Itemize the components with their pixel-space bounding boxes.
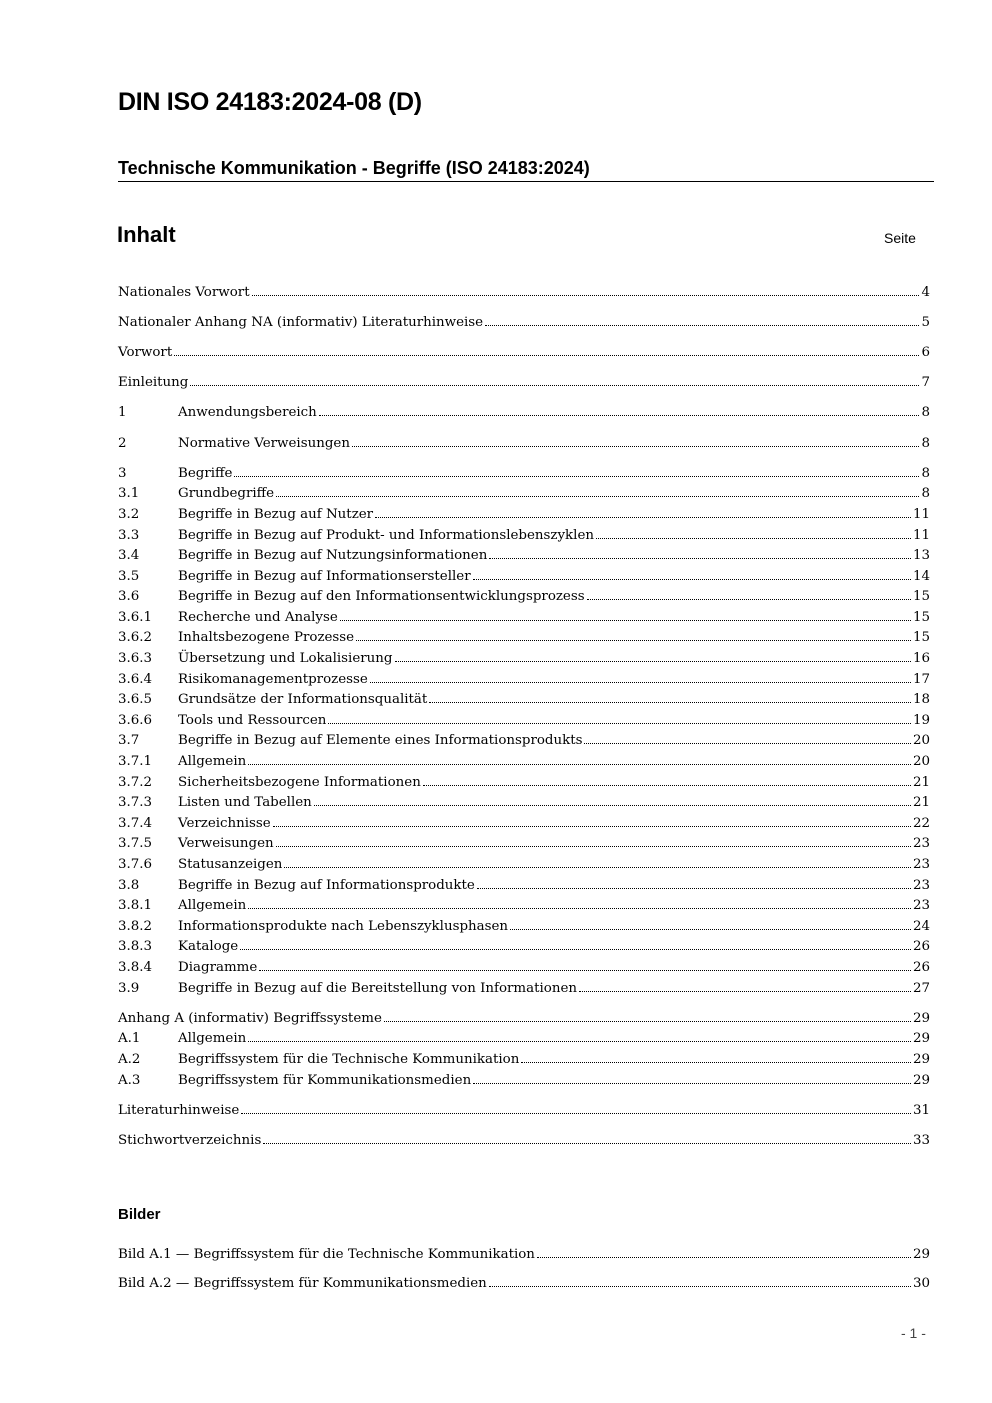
toc-entry-number: 3.6.5 (118, 692, 153, 708)
toc-entry-title: Allgemein (178, 898, 247, 914)
toc-entry-title: Begriffe in Bezug auf die Bereitstellung von Informationen (178, 980, 577, 996)
toc-entry-page: 23 (912, 857, 930, 872)
toc-entry-number: 3.7 (118, 733, 140, 749)
toc-entry-number: 3.5 (118, 568, 140, 584)
toc-entry[interactable] (118, 954, 930, 975)
toc-entry-title: Übersetzung und Lokalisierung (178, 651, 393, 667)
toc-dot-leader (477, 888, 911, 889)
toc-entry-title: Verweisungen (178, 836, 274, 852)
toc-entry[interactable] (118, 934, 930, 955)
toc-entry-number: 3.8.1 (118, 898, 153, 914)
toc-entry-page: 23 (912, 898, 930, 914)
toc-entry-title: Nationales Vorwort (118, 284, 250, 300)
figure-entry-title: Bild A.2 — Begriffssystem für Kommunikationsmedien (118, 1275, 487, 1291)
toc-entry-number: 1 (118, 405, 127, 421)
toc-entry-number: 3.7.4 (118, 815, 153, 831)
toc-dot-leader (375, 517, 911, 518)
toc-entry-page: 33 (912, 1132, 930, 1148)
toc-entry-page: 21 (912, 774, 930, 790)
toc-entry-number: 3.6.3 (118, 651, 153, 667)
toc-entry[interactable] (118, 563, 930, 584)
toc-entry-page: 29 (912, 1051, 930, 1067)
toc-entry[interactable] (118, 1026, 930, 1047)
toc-entry[interactable] (118, 913, 930, 934)
toc-dot-leader (473, 579, 911, 580)
toc-dot-leader (284, 867, 911, 868)
table-of-contents (118, 279, 930, 1148)
toc-entry-title: Begriffe (178, 465, 233, 481)
toc-entry[interactable] (118, 279, 930, 300)
page-number: - 1 - (901, 1325, 926, 1341)
toc-entry-number: 3.7.1 (118, 754, 153, 770)
toc-entry-page: 24 (912, 918, 930, 934)
toc-entry-title: Informationsprodukte nach Lebenszyklusphasen (178, 918, 509, 934)
toc-entry[interactable] (118, 1046, 930, 1067)
toc-dot-leader (579, 991, 911, 992)
toc-entry-page: 26 (912, 959, 930, 975)
toc-entry[interactable] (118, 1127, 930, 1148)
toc-entry-title: Grundsätze der Informationsqualität (178, 692, 428, 708)
toc-entry-title: Normative Verweisungen (178, 435, 350, 451)
toc-entry-title: Einleitung (118, 375, 189, 391)
toc-entry[interactable] (118, 481, 930, 502)
toc-entry-page: 4 (921, 284, 930, 300)
list-of-figures (118, 1241, 930, 1299)
toc-entry[interactable] (118, 501, 930, 522)
toc-entry[interactable] (118, 1097, 930, 1118)
toc-entry-number: 3.3 (118, 527, 140, 543)
toc-entry[interactable] (118, 400, 930, 421)
toc-entry-page: 11 (912, 506, 930, 522)
toc-entry-page: 17 (912, 671, 930, 687)
toc-dot-leader (240, 949, 911, 950)
toc-entry-number: 3.8.3 (118, 939, 153, 955)
toc-entry-title: Begriffe in Bezug auf den Informationsentwicklungsprozess (178, 589, 585, 605)
toc-dot-leader (252, 295, 920, 296)
toc-entry-title: Statusanzeigen (178, 857, 283, 872)
toc-dot-leader (314, 805, 911, 806)
toc-dot-leader (395, 661, 911, 662)
toc-entry-number: 3.8 (118, 877, 140, 893)
toc-entry-number: 3.1 (118, 486, 140, 502)
toc-entry-number: 3.6.2 (118, 630, 153, 646)
toc-entry[interactable] (118, 790, 930, 811)
toc-entry-page: 8 (921, 486, 930, 502)
toc-entry-page: 15 (912, 630, 930, 646)
toc-entry-page: 23 (912, 877, 930, 893)
toc-entry[interactable] (118, 522, 930, 543)
toc-entry[interactable] (118, 604, 930, 625)
toc-entry[interactable] (118, 370, 930, 391)
toc-entry-page: 5 (921, 314, 930, 330)
toc-entry[interactable] (118, 1005, 930, 1026)
toc-entry-title: Begriffe in Bezug auf Informationsersteller (178, 568, 471, 584)
toc-entry[interactable] (118, 810, 930, 831)
toc-dot-leader (340, 620, 911, 621)
toc-entry[interactable] (118, 769, 930, 790)
toc-dot-leader (273, 826, 911, 827)
toc-dot-leader (510, 929, 911, 930)
toc-entry-page: 16 (912, 651, 930, 667)
toc-entry[interactable] (118, 430, 930, 451)
toc-entry[interactable] (118, 748, 930, 769)
toc-dot-leader (174, 355, 919, 356)
toc-entry-title: Stichwortverzeichnis (118, 1132, 262, 1148)
toc-entry-number: 3.9 (118, 980, 140, 996)
toc-entry-page: 29 (912, 1031, 930, 1047)
toc-dot-leader (485, 325, 919, 326)
toc-entry-page: 23 (912, 836, 930, 852)
toc-entry-title: Nationaler Anhang NA (informativ) Literaturhinweise (118, 314, 484, 330)
figure-entry-page: 29 (912, 1246, 930, 1262)
toc-entry[interactable] (118, 728, 930, 749)
figure-entry-page: 30 (912, 1275, 930, 1291)
toc-dot-leader (248, 764, 911, 765)
toc-entry-number: A.2 (118, 1051, 141, 1067)
toc-entry[interactable] (118, 687, 930, 708)
toc-dot-leader (248, 908, 911, 909)
toc-entry-page: 18 (912, 692, 930, 708)
toc-page-column-label: Seite (884, 230, 916, 246)
toc-entry-page: 19 (912, 712, 930, 728)
toc-dot-leader (234, 476, 919, 477)
toc-dot-leader (423, 785, 911, 786)
toc-entry-title: Begriffe in Bezug auf Nutzer (178, 506, 374, 522)
toc-entry-page: 6 (921, 344, 930, 360)
toc-entry-page: 14 (912, 568, 930, 584)
toc-entry-title: Listen und Tabellen (178, 795, 312, 811)
toc-dot-leader (596, 538, 911, 539)
toc-entry-number: 3.6.1 (118, 609, 153, 625)
toc-dot-leader (241, 1113, 911, 1114)
toc-entry-title: Kataloge (178, 939, 239, 955)
toc-entry-page: 13 (912, 548, 930, 564)
toc-dot-leader (190, 385, 919, 386)
toc-dot-leader (259, 970, 911, 971)
toc-dot-leader (328, 723, 911, 724)
toc-entry-title: Begriffe in Bezug auf Nutzungsinformationen (178, 548, 488, 564)
toc-entry-number: 3.6.6 (118, 712, 153, 728)
toc-entry-page: 7 (921, 375, 930, 391)
toc-entry-number: 3.8.2 (118, 918, 153, 934)
figure-dot-leader (489, 1286, 911, 1287)
toc-entry-title: Vorwort (118, 344, 173, 360)
toc-dot-leader (584, 743, 910, 744)
toc-entry-page: 8 (921, 435, 930, 451)
toc-entry-number: A.1 (118, 1031, 141, 1047)
toc-entry[interactable] (118, 831, 930, 852)
figure-dot-leader (537, 1257, 911, 1258)
toc-entry[interactable] (118, 851, 930, 872)
toc-entry[interactable] (118, 872, 930, 893)
toc-dot-leader (384, 1021, 911, 1022)
toc-dot-leader (429, 702, 911, 703)
toc-heading: Inhalt (117, 222, 176, 247)
toc-entry[interactable] (118, 625, 930, 646)
document-title: DIN ISO 24183:2024-08 (D) (118, 88, 422, 116)
toc-dot-leader (263, 1143, 911, 1144)
toc-entry[interactable] (118, 666, 930, 687)
toc-dot-leader (356, 640, 911, 641)
toc-entry-number: 3.8.4 (118, 959, 153, 975)
toc-entry[interactable] (118, 543, 930, 564)
toc-entry-number: 3.4 (118, 548, 140, 564)
toc-entry-title: Begriffe in Bezug auf Elemente eines Informationsprodukts (178, 733, 583, 749)
toc-dot-leader (352, 446, 920, 447)
toc-entry-number: 3.2 (118, 506, 140, 522)
toc-entry-title: Risikomanagementprozesse (178, 671, 368, 687)
toc-entry-title: Begriffssystem für Kommunikationsmedien (178, 1072, 472, 1088)
toc-entry-page: 29 (912, 1010, 930, 1026)
toc-entry-number: 3.6.4 (118, 671, 153, 687)
toc-entry-page: 26 (912, 939, 930, 955)
figure-entry[interactable] (118, 1270, 930, 1291)
toc-entry-page: 8 (921, 465, 930, 481)
toc-entry[interactable] (118, 975, 930, 996)
toc-entry[interactable] (118, 339, 930, 360)
toc-entry-number: 3.7.6 (118, 857, 153, 872)
toc-entry-title: Begriffe in Bezug auf Informationsprodukte (178, 877, 475, 893)
toc-dot-leader (370, 682, 911, 683)
toc-entry-title: Allgemein (178, 1031, 247, 1047)
toc-dot-leader (319, 415, 920, 416)
toc-entry-page: 31 (912, 1102, 930, 1118)
toc-entry-page: 20 (912, 754, 930, 770)
toc-entry-title: Begriffe in Bezug auf Produkt- und Informationslebenszyklen (178, 527, 594, 543)
toc-entry-page: 21 (912, 795, 930, 811)
toc-entry-title: Anwendungsbereich (178, 405, 317, 421)
toc-entry-number: 2 (118, 435, 127, 451)
toc-entry[interactable] (118, 584, 930, 605)
toc-entry-number: 3.6 (118, 589, 140, 605)
toc-entry-number: 3.7.5 (118, 836, 153, 852)
toc-dot-leader (489, 558, 911, 559)
toc-dot-leader (587, 599, 911, 600)
toc-entry-title: Verzeichnisse (178, 815, 271, 831)
toc-entry-page: 8 (921, 405, 930, 421)
toc-entry-title: Sicherheitsbezogene Informationen (178, 774, 421, 790)
document-subtitle: Technische Kommunikation - Begriffe (ISO 24183:2024) (118, 158, 934, 182)
toc-entry-title: Allgemein (178, 754, 247, 770)
toc-entry-title: Literaturhinweise (118, 1102, 240, 1118)
toc-entry-number: 3.7.3 (118, 795, 153, 811)
toc-entry-title: Recherche und Analyse (178, 609, 338, 625)
toc-entry-page: 15 (912, 609, 930, 625)
toc-entry[interactable] (118, 707, 930, 728)
toc-dot-leader (473, 1083, 911, 1084)
toc-entry-page: 22 (912, 815, 930, 831)
toc-entry-title: Tools und Ressourcen (178, 712, 327, 728)
toc-entry[interactable] (118, 1067, 930, 1088)
toc-dot-leader (248, 1041, 911, 1042)
toc-dot-leader (521, 1062, 911, 1063)
figure-entry[interactable] (118, 1241, 930, 1262)
toc-entry-page: 20 (912, 733, 930, 749)
toc-entry[interactable] (118, 645, 930, 666)
toc-entry-page: 11 (912, 527, 930, 543)
figures-heading: Bilder (118, 1206, 161, 1223)
toc-entry[interactable] (118, 309, 930, 330)
toc-entry[interactable] (118, 893, 930, 914)
toc-dot-leader (276, 846, 911, 847)
toc-entry[interactable] (118, 460, 930, 481)
toc-entry-number: 3.7.2 (118, 774, 153, 790)
toc-entry-title: Inhaltsbezogene Prozesse (178, 630, 355, 646)
toc-entry-page: 27 (912, 980, 930, 996)
toc-entry-page: 29 (912, 1072, 930, 1088)
toc-entry-title: Grundbegriffe (178, 486, 275, 502)
toc-entry-title: Anhang A (informativ) Begriffssysteme (118, 1010, 382, 1026)
toc-entry-page: 15 (912, 589, 930, 605)
toc-entry-title: Diagramme (178, 959, 258, 975)
toc-entry-title: Begriffssystem für die Technische Kommunikation (178, 1051, 520, 1067)
figure-entry-title: Bild A.1 — Begriffssystem für die Technische Kommunikation (118, 1246, 535, 1262)
toc-entry-number: A.3 (118, 1072, 141, 1088)
toc-dot-leader (276, 496, 919, 497)
toc-entry-number: 3 (118, 465, 127, 481)
